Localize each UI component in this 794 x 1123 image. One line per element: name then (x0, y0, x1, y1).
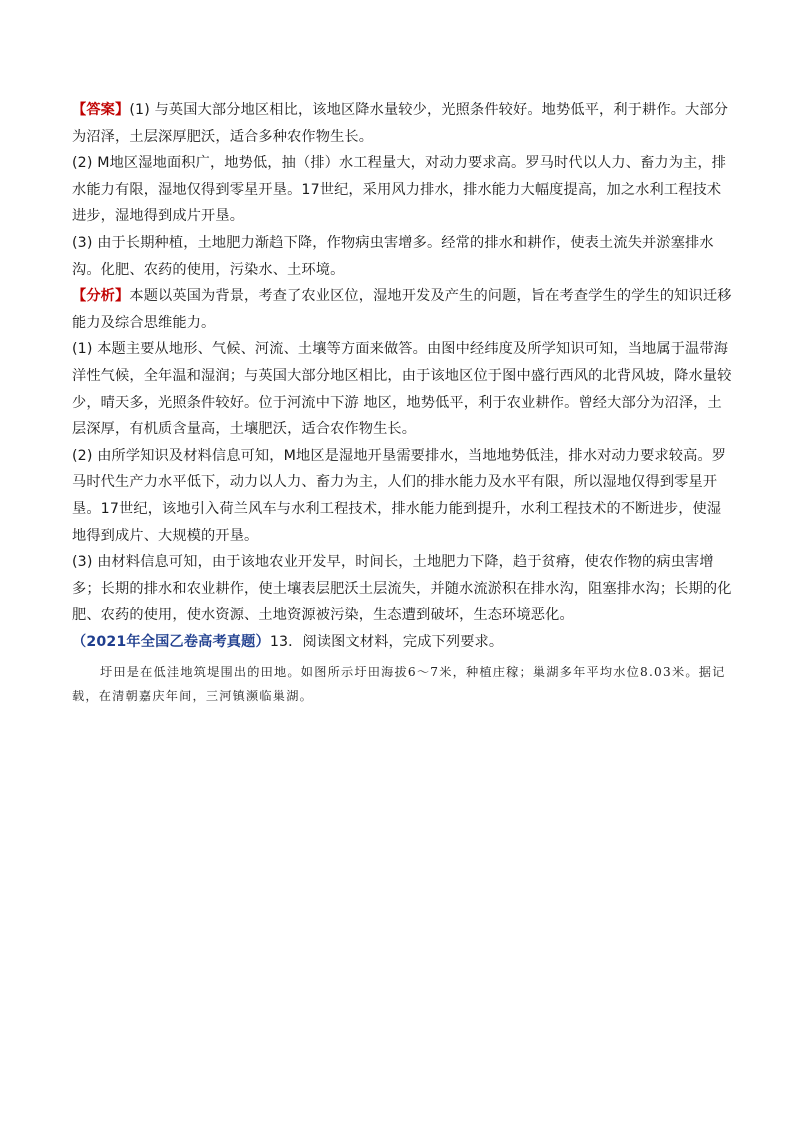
analysis-part-1: (1) 本题主要从地形、气候、河流、土壤等方面来做答。由图中经纬度及所学知识可知，当地属于温带海洋性气候，全年温和湿润；与英国大部分地区相比，由于该地区位于图中盛行西风的北背风坡，降水量较少，晴天多，光照条件较好。位于河流中下游 地区，地势低平，利于农业耕作。曾经大部分为沼泽，土层深厚，有机质含量高，土壤肥沃，适合农作物生长。 (72, 341, 732, 438)
answer-part-2: (2) M地区湿地面积广，地势低，抽（排）水工程量大，对动力要求高。罗马时代以人力、畜力为主，排水能力有限，湿地仅得到零星开垦。17世纪，采用风力排水，排水能力大幅度提高，加之水利工程技术进步，湿地得到成片开垦。 (72, 155, 727, 225)
question-heading (72, 629, 734, 656)
question-text: 13．阅读图文材料，完成下列要求。 (269, 633, 504, 650)
analysis-label: 【分析】 (72, 288, 130, 305)
analysis-intro-text: 本题以英国为背景，考查了农业区位，湿地开发及产生的问题，旨在考查学生的学生的知识迁移能力及综合思维能力。 (72, 288, 732, 331)
question-source: （2021年全国乙卷高考真题） (72, 633, 270, 650)
analysis-part-2: (2) 由所学知识及材料信息可知，M地区是湿地开垦需要排水，当地地势低洼，排水对动力要求较高。罗马时代生产力水平低下，动力以人力、畜力为主，人们的排水能力及水平有限，所以湿地仅得到零星开垦。17世纪，该地引入荷兰风车与水利工程技术，排水能力能到提升，水利工程技术的不断进步，使湿地得到成片、大规模的开垦。 (72, 447, 727, 544)
analysis-part-3: (3) 由材料信息可知，由于该地农业开发早，时间长，土地肥力下降，趋于贫瘠，使农作物的病虫害增多；长期的排水和农业耕作，使土壤表层肥沃土层流失，并随水流淤积在排水沟，阻塞排水沟；长期的化肥、农药的使用，使水资源、土地资源被污染，生态遭到破坏，生态环境恶化。 (72, 554, 732, 624)
question-material: 圩田是在低洼地筑堤围出的田地。如图所示圩田海拔6～7米，种植庄稼；巢湖多年平均水位8.03米。据记载，在清朝嘉庆年间，三河镇濒临巢湖。 (72, 665, 726, 704)
answer-text-1: (1) 与英国大部分地区相比，该地区降水量较少，光照条件较好。地势低平，利于耕作。大部分为沼泽，土层深厚肥沃，适合多种农作物生长。 (72, 102, 729, 145)
answer-part-3: (3) 由于长期种植，土地肥力渐趋下降，作物病虫害增多。经常的排水和耕作，使表土流失并淤塞排水沟。化肥、农药的使用，污染水、土环境。 (72, 234, 714, 278)
answer-label: 【答案】 (72, 102, 130, 118)
analysis-intro (72, 283, 734, 336)
answer-part-1 (72, 97, 734, 150)
